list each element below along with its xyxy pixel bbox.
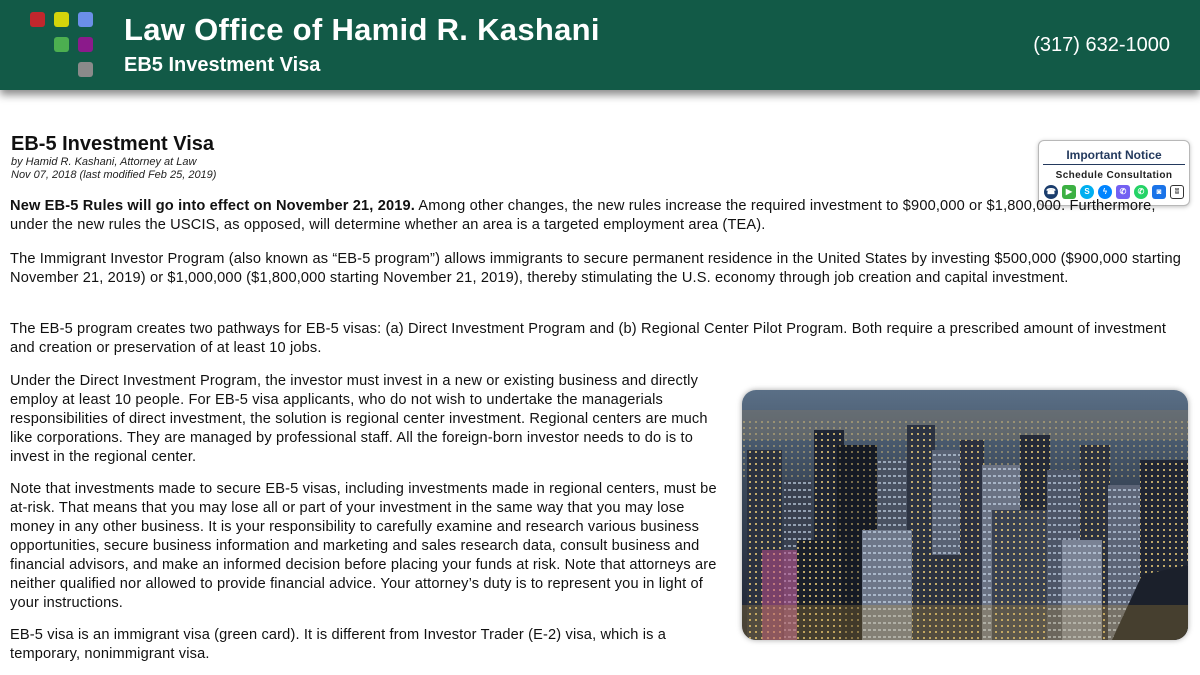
facetime-icon[interactable]: ▶ — [1062, 185, 1076, 199]
messenger-icon[interactable]: ϟ — [1098, 185, 1112, 199]
schedule-consultation-label: Schedule Consultation — [1055, 170, 1173, 181]
city-skyline-photo — [742, 390, 1188, 640]
logo-square-green — [54, 37, 69, 52]
paragraph-new-rules — [10, 197, 1170, 235]
logo-square-yellow — [54, 12, 69, 27]
paragraph-pathways: The EB-5 program creates two pathways for EB-5 visas: (a) Direct Investment Program and (b) Regional Center Pilot Program. Both require a prescribed amount of investment and creation or preservation of at least 10 jobs. — [10, 321, 1167, 356]
new-rules-lead: New EB-5 Rules will go into effect on November 21, 2019. — [10, 198, 415, 214]
skype-icon[interactable]: S — [1080, 185, 1094, 199]
paragraph-at-risk: Note that investments made to secure EB-5 visas, including investments made in regional centers, must be at-risk. That means that you may lose all or part of your investment in the same way that you may lose money in any other business. It is your responsibility to carefully examine and research various business opportunities, secure business information and marketing and sales research data, consult business and financial advisors, and make an informed decision before placing your funds at risk. Note that attorneys are neither qualified nor allowed to provide financial advice. Your attorney’s duty is to represent you in light of your instructions. — [10, 481, 717, 611]
logo-square-blue — [78, 12, 93, 27]
phone-number[interactable]: (317) 632-1000 — [1033, 34, 1170, 56]
people-icon[interactable]: ʬ — [1170, 185, 1184, 199]
paragraph-green-card: EB-5 visa is an immigrant visa (green card). It is different from Investor Trader (E-2) visa, which is a temporary, nonimmigrant visa. — [10, 627, 667, 662]
logo-square-red — [30, 12, 45, 27]
whatsapp-icon[interactable]: ✆ — [1134, 185, 1148, 199]
article-author: by Hamid R. Kashani, Attorney at Law — [11, 156, 197, 168]
paragraph-direct-investment: Under the Direct Investment Program, the investor must invest in a new or existing business and directly employ at least 10 people. For EB-5 visa applicants, who do not wish to undertake the managerials responsibilities of direct investment, the solution is regional center investment. Regional centers are much like corporations. They are managed by professional staff. All the foreign-born investor needs to do is to invest in the regional center. — [10, 373, 708, 465]
site-title[interactable]: Law Office of Hamid R. Kashani — [124, 12, 600, 47]
site-header — [0, 0, 1200, 90]
duo-icon[interactable]: ◙ — [1152, 185, 1166, 199]
logo-square-gray — [78, 62, 93, 77]
viber-icon[interactable]: ✆ — [1116, 185, 1130, 199]
site-subtitle: EB5 Investment Visa — [124, 54, 321, 76]
phone-icon[interactable]: ☎ — [1044, 185, 1058, 199]
important-notice-link[interactable]: Important Notice — [1043, 148, 1185, 165]
new-rules-text: Among other changes, the new rules increase the required investment to $900,000 or $1,800,000. Furthermore, under the new rules the USCIS, as opposed, will determine whether an area is a targeted employment area (TEA). — [10, 198, 1156, 233]
logo-squares[interactable] — [30, 12, 96, 78]
logo-square-purple — [78, 37, 93, 52]
article-title: EB-5 Investment Visa — [11, 133, 215, 155]
article-date: Nov 07, 2018 (last modified Feb 25, 2019) — [11, 169, 217, 181]
paragraph-immigrant-investor: The Immigrant Investor Program (also known as “EB-5 program”) allows immigrants to secure permanent residence in the United States by investing $500,000 ($900,000 starting November 21, 2019) or $1,000,000 ($1,800,000 starting November 21, 2019), thereby stimulating the U.S. economy through job creation and capital investment. — [10, 251, 1181, 286]
article-byline — [11, 156, 216, 182]
